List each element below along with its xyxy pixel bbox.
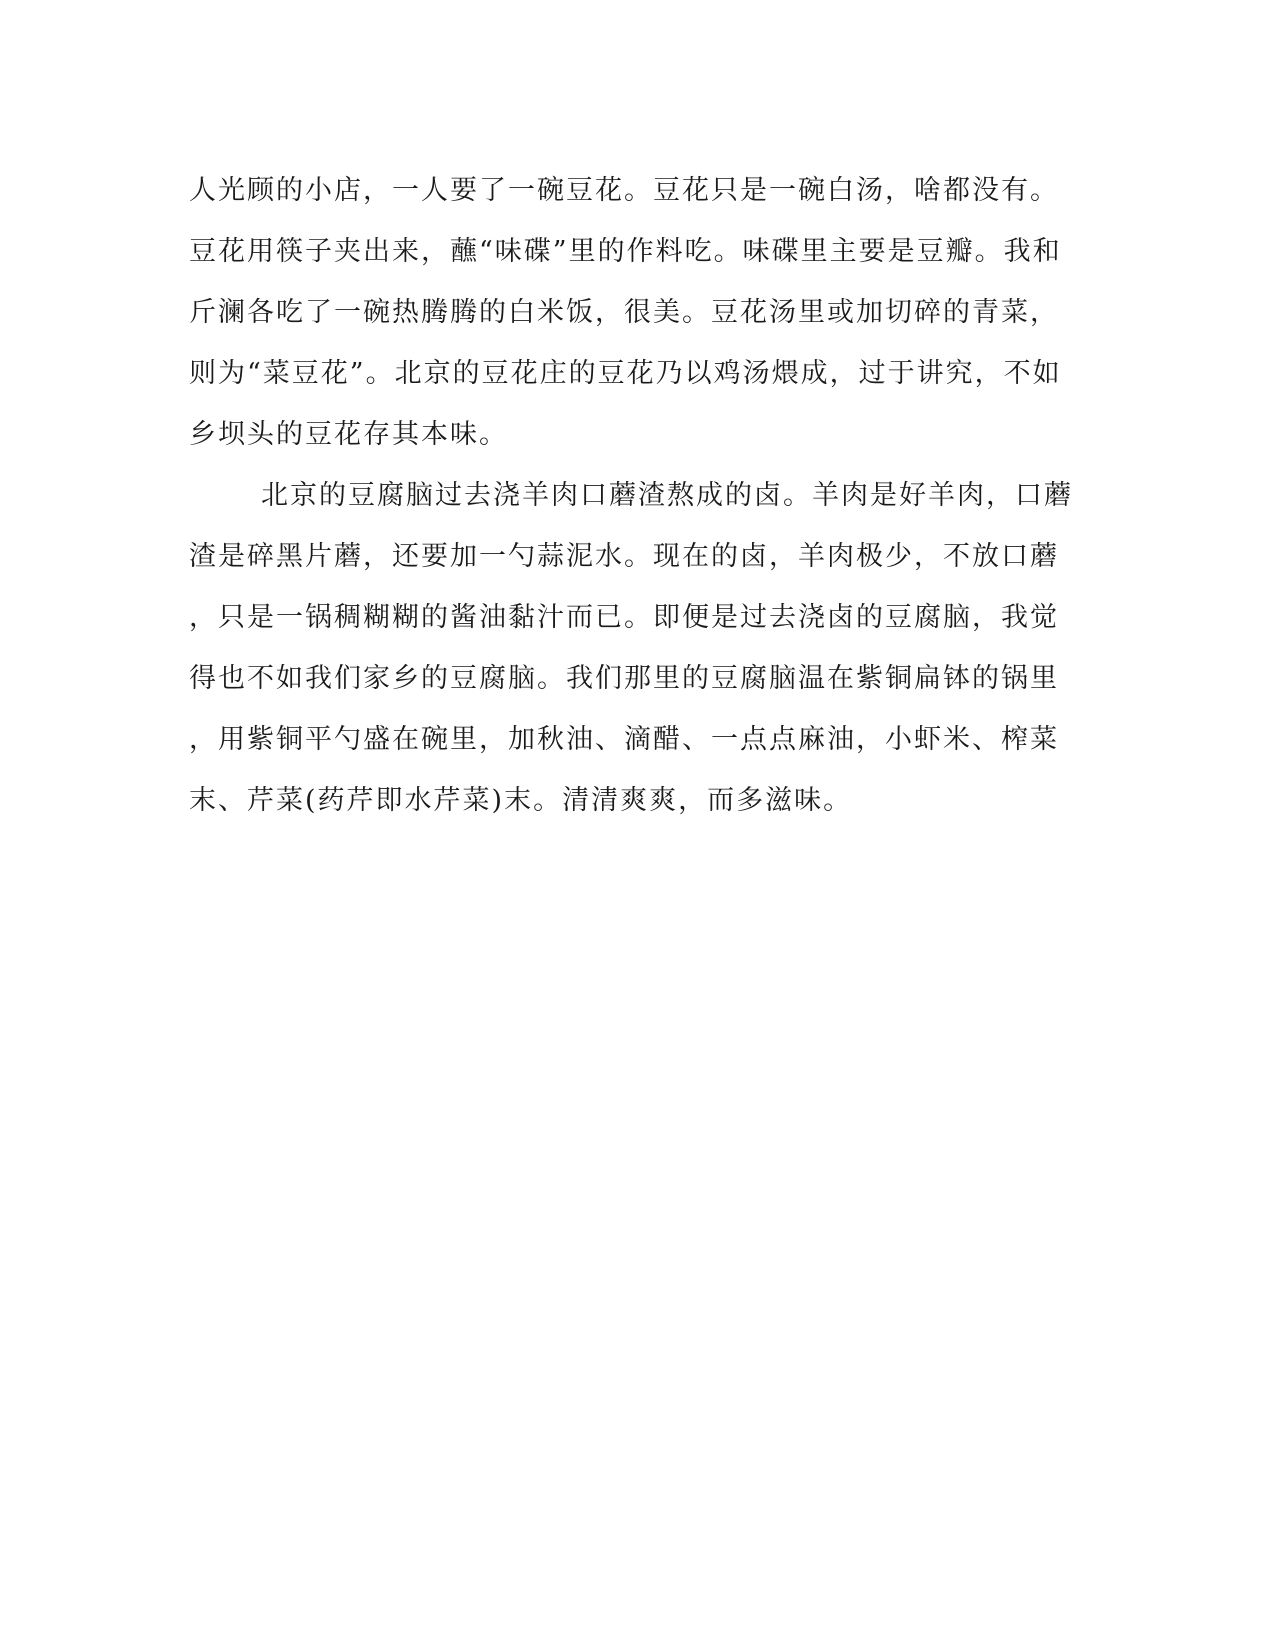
text-line: 豆花用筷子夹出来，蘸“味碟”里的作料吃。味碟里主要是豆瓣。我和 [189,236,1062,267]
text-line: ，用紫铜平勺盛在碗里，加秋油、滴醋、一点点麻油，小虾米、榨菜 [189,724,1059,755]
text-line: 得也不如我们家乡的豆腐脑。我们那里的豆腐脑温在紫铜扁钵的锅里 [189,663,1059,694]
text-line: 人光顾的小店，一人要了一碗豆花。豆花只是一碗白汤，啥都没有。 [189,175,1059,206]
text-line: 乡坝头的豆花存其本味。 [189,419,508,450]
text-line: 斤澜各吃了一碗热腾腾的白米饭，很美。豆花汤里或加切碎的青菜， [189,297,1059,328]
paragraph-1 [189,160,1089,465]
text-line: 渣是碎黑片蘑，还要加一勺蒜泥水。现在的卤，羊肉极少，不放口蘑 [189,541,1059,572]
text-line: ，只是一锅稠糊糊的酱油黏汁而已。即便是过去浇卤的豆腐脑，我觉 [189,602,1059,633]
text-line: 北京的豆腐脑过去浇羊肉口蘑渣熬成的卤。羊肉是好羊肉，口蘑 [261,480,1073,511]
document-body [189,160,1089,831]
text-line: 末、芹菜(药芹即水芹菜)末。清清爽爽，而多滋味。 [189,785,853,816]
paragraph-2 [189,465,1089,831]
text-line: 则为“菜豆花”。北京的豆花庄的豆花乃以鸡汤煨成，过于讲究，不如 [189,358,1062,389]
